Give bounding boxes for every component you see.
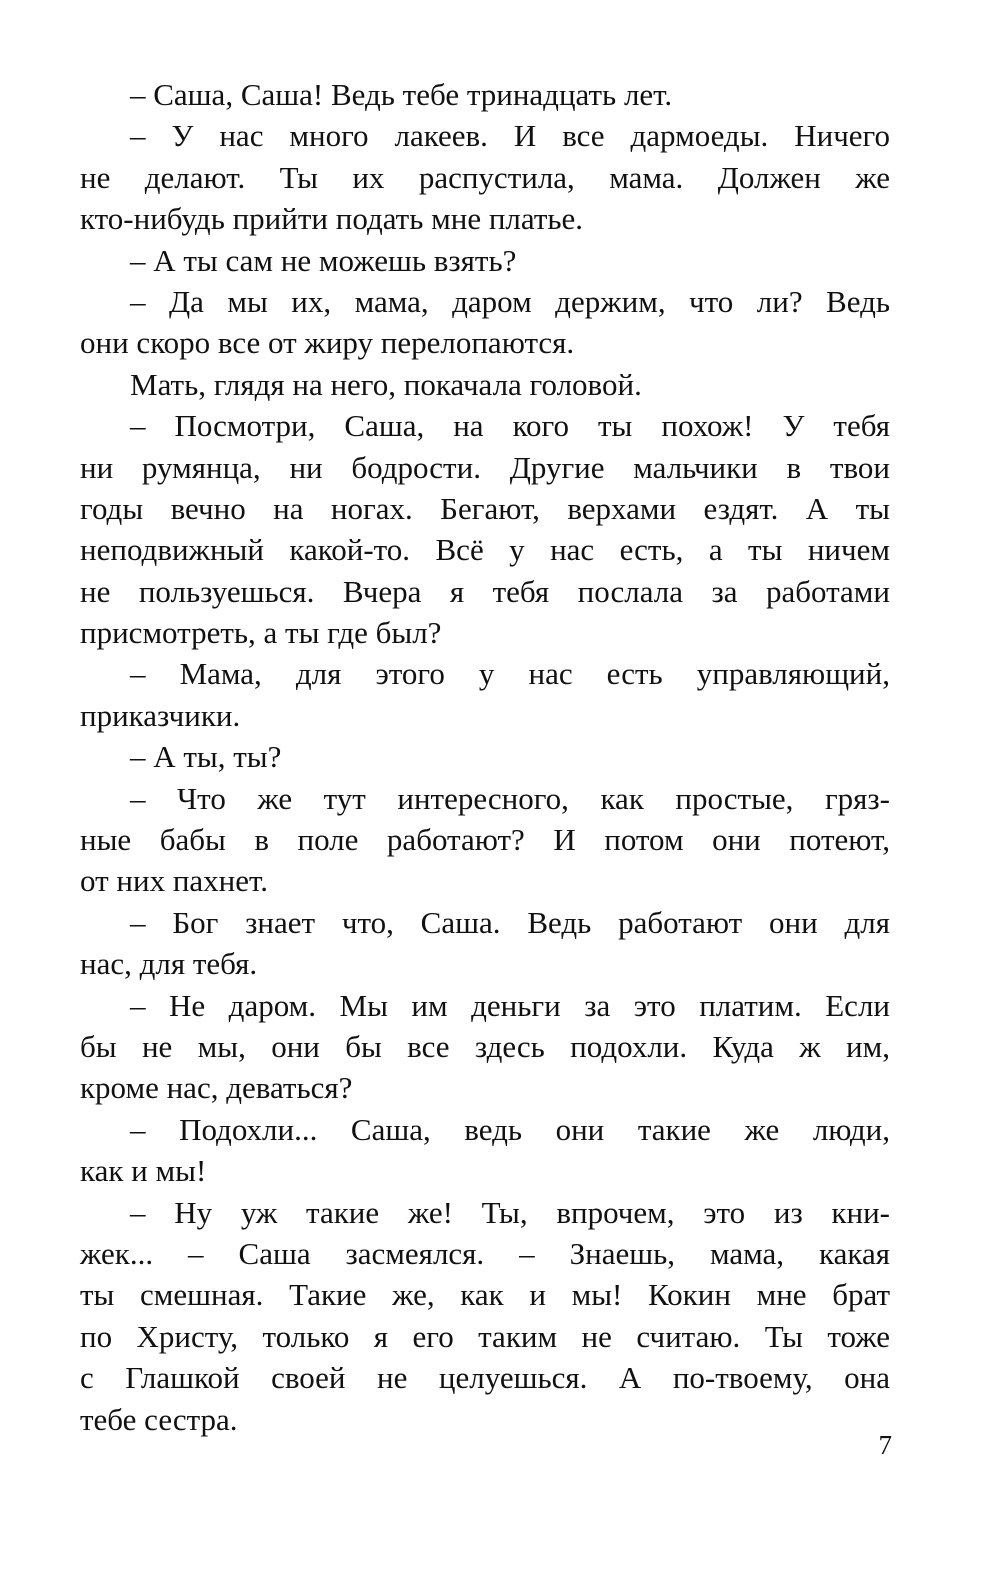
- text-line: присмотреть, а ты где был?: [80, 615, 442, 651]
- text-line: – У нас много лакеев. И все дармоеды. Ничего: [130, 118, 890, 154]
- text-line: нас, для тебя.: [80, 946, 258, 982]
- text-line: не делают. Ты их распустила, мама. Должен же: [80, 159, 890, 195]
- text-line: кроме нас, деваться?: [80, 1070, 353, 1106]
- text-line: тебе сестра.: [80, 1401, 238, 1437]
- text-line: Мать, глядя на него, покачала головой.: [130, 366, 642, 402]
- text-line: – Мама, для этого у нас есть управляющий,: [130, 656, 890, 692]
- text-line: от них пахнет.: [80, 863, 268, 899]
- text-line: не пользуешься. Вчера я тебя послала за работами: [80, 573, 890, 609]
- text-line: приказчики.: [80, 697, 241, 733]
- body-text: [80, 74, 890, 1440]
- text-line: – Посмотри, Саша, на кого ты похож! У тебя: [130, 408, 890, 444]
- text-line: жек... – Саша засмеялся. – Знаешь, мама, какая: [80, 1235, 890, 1271]
- page-number: 7: [878, 1430, 892, 1460]
- text-line: – Саша, Саша! Ведь тебе тринадцать лет.: [130, 77, 673, 112]
- text-line: – Что же тут интересного, как простые, гряз-: [130, 780, 890, 816]
- text-line: годы вечно на ногах. Бегают, верхами ездят. А ты: [80, 490, 890, 526]
- text-line: бы не мы, они бы все здесь подохли. Куда ж им,: [80, 1028, 890, 1064]
- text-line: кто-нибудь прийти подать мне платье.: [80, 201, 584, 237]
- text-line: ни румянца, ни бодрости. Другие мальчики в твои: [80, 449, 890, 485]
- text-line: – Не даром. Мы им деньги за это платим. Если: [130, 987, 890, 1023]
- text-line: с Глашкой своей не целуешься. А по-твоему, она: [80, 1360, 890, 1396]
- text-line: – Подохли... Саша, ведь они такие же люди,: [130, 1111, 890, 1147]
- text-line: по Христу, только я его таким не считаю. Ты тоже: [80, 1318, 890, 1354]
- text-line: ты смешная. Такие же, как и мы! Кокин мне брат: [80, 1277, 890, 1313]
- text-line: неподвижный какой-то. Всё у нас есть, а ты ничем: [80, 532, 890, 568]
- text-line: – Ну уж такие же! Ты, впрочем, это из кни-: [130, 1194, 890, 1230]
- text-line: – Да мы их, мама, даром держим, что ли? Ведь: [130, 283, 890, 319]
- text-line: как и мы!: [80, 1153, 207, 1189]
- text-line: – А ты сам не можешь взять?: [130, 242, 517, 278]
- text-line: ные бабы в поле работают? И потом они потеют,: [80, 822, 890, 858]
- text-line: – А ты, ты?: [130, 739, 282, 775]
- text-line: – Бог знает что, Саша. Ведь работают они для: [130, 904, 890, 940]
- text-line: они скоро все от жиру перелопаются.: [80, 325, 575, 361]
